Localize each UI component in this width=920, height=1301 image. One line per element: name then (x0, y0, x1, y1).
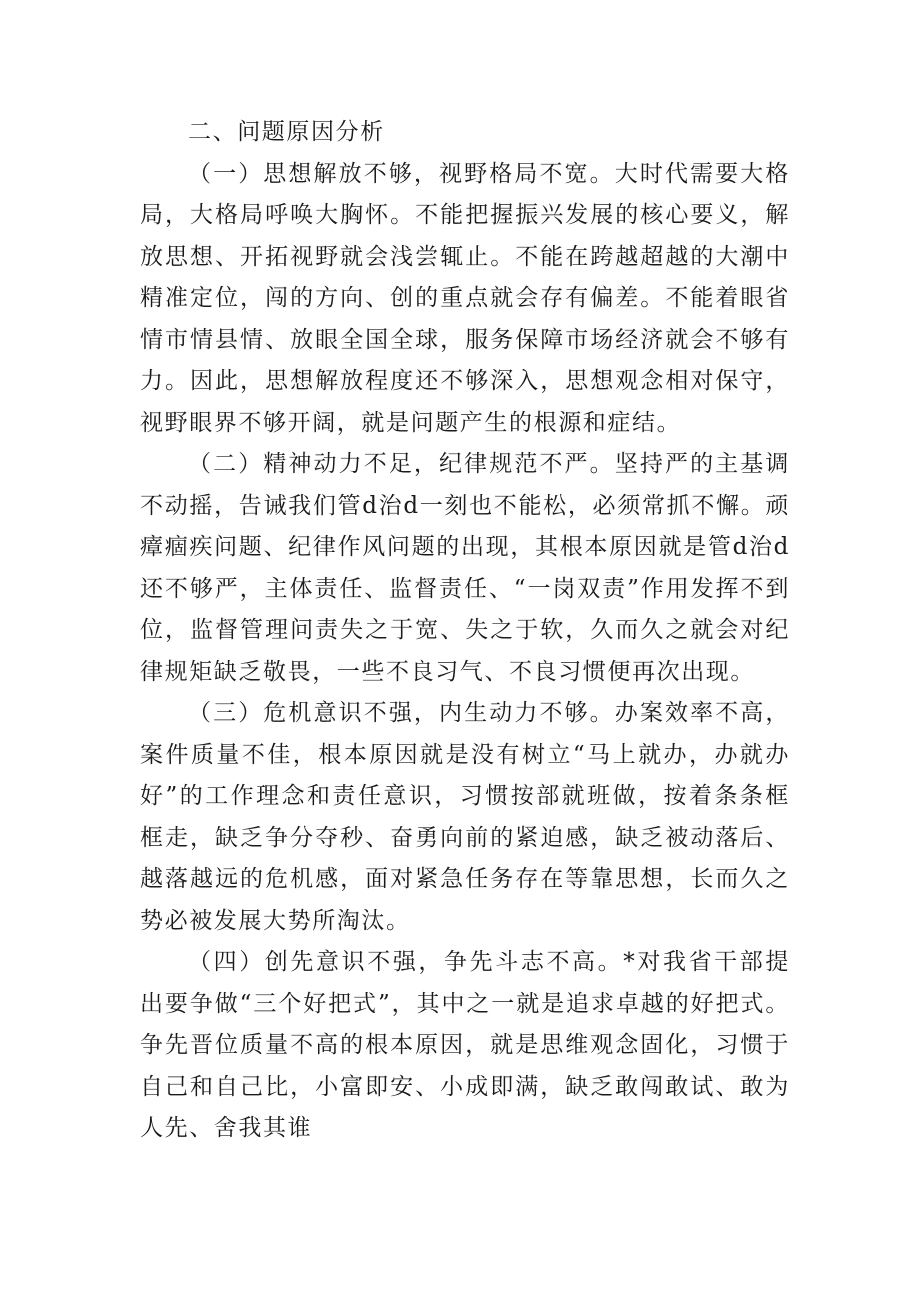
paragraph-4: （四）创先意识不强，争先斗志不高。*对我省干部提出要争做“三个好把式”，其中之一就是追求卓越的好把式。争先晋位质量不高的根本原因，就是思维观念固化，习惯于自己和自己比，小富即安、小成即满，缺乏敢闯敢试、敢为人先、舍我其谁 (140, 949, 790, 1141)
paragraph-3: （三）危机意识不强，内生动力不够。办案效率不高，案件质量不佳，根本原因就是没有树立“马上就办，办就办好”的工作理念和责任意识，习惯按部就班做，按着条条框框走，缺乏争分夺秒、奋勇向前的紧迫感，缺乏被动落后、越落越远的危机感，面对紧急任务存在等靠思想，长而久之势必被发展大势所淘汰。 (140, 700, 790, 934)
paragraph-2: （二）精神动力不足，纪律规范不严。坚持严的主基调不动摇，告诫我们管d治d一刻也不能松，必须常抓不懈。顽瘴痼疾问题、纪律作风问题的出现，其根本原因就是管d治d还不够严，主体责任、监督责任、“一岗双责”作用发挥不到位，监督管理问责失之于宽、失之于软，久而久之就会对纪律规矩缺乏敬畏，一些不良习气、不良习惯便再次出现。 (140, 451, 790, 685)
document-body (140, 112, 790, 1150)
section-heading: 二、问题原因分析 (188, 119, 385, 145)
paragraph-1: （一）思想解放不够，视野格局不宽。大时代需要大格局，大格局呼唤大胸怀。不能把握振兴发展的核心要义，解放思想、开拓视野就会浅尝辄止。不能在跨越超越的大潮中精准定位，闯的方向、创的重点就会存有偏差。不能着眼省情市情县情、放眼全国全球，服务保障市场经济就会不够有力。因此，思想解放程度还不够深入，思想观念相对保守，视野眼界不够开阔，就是问题产生的根源和症结。 (140, 160, 790, 436)
